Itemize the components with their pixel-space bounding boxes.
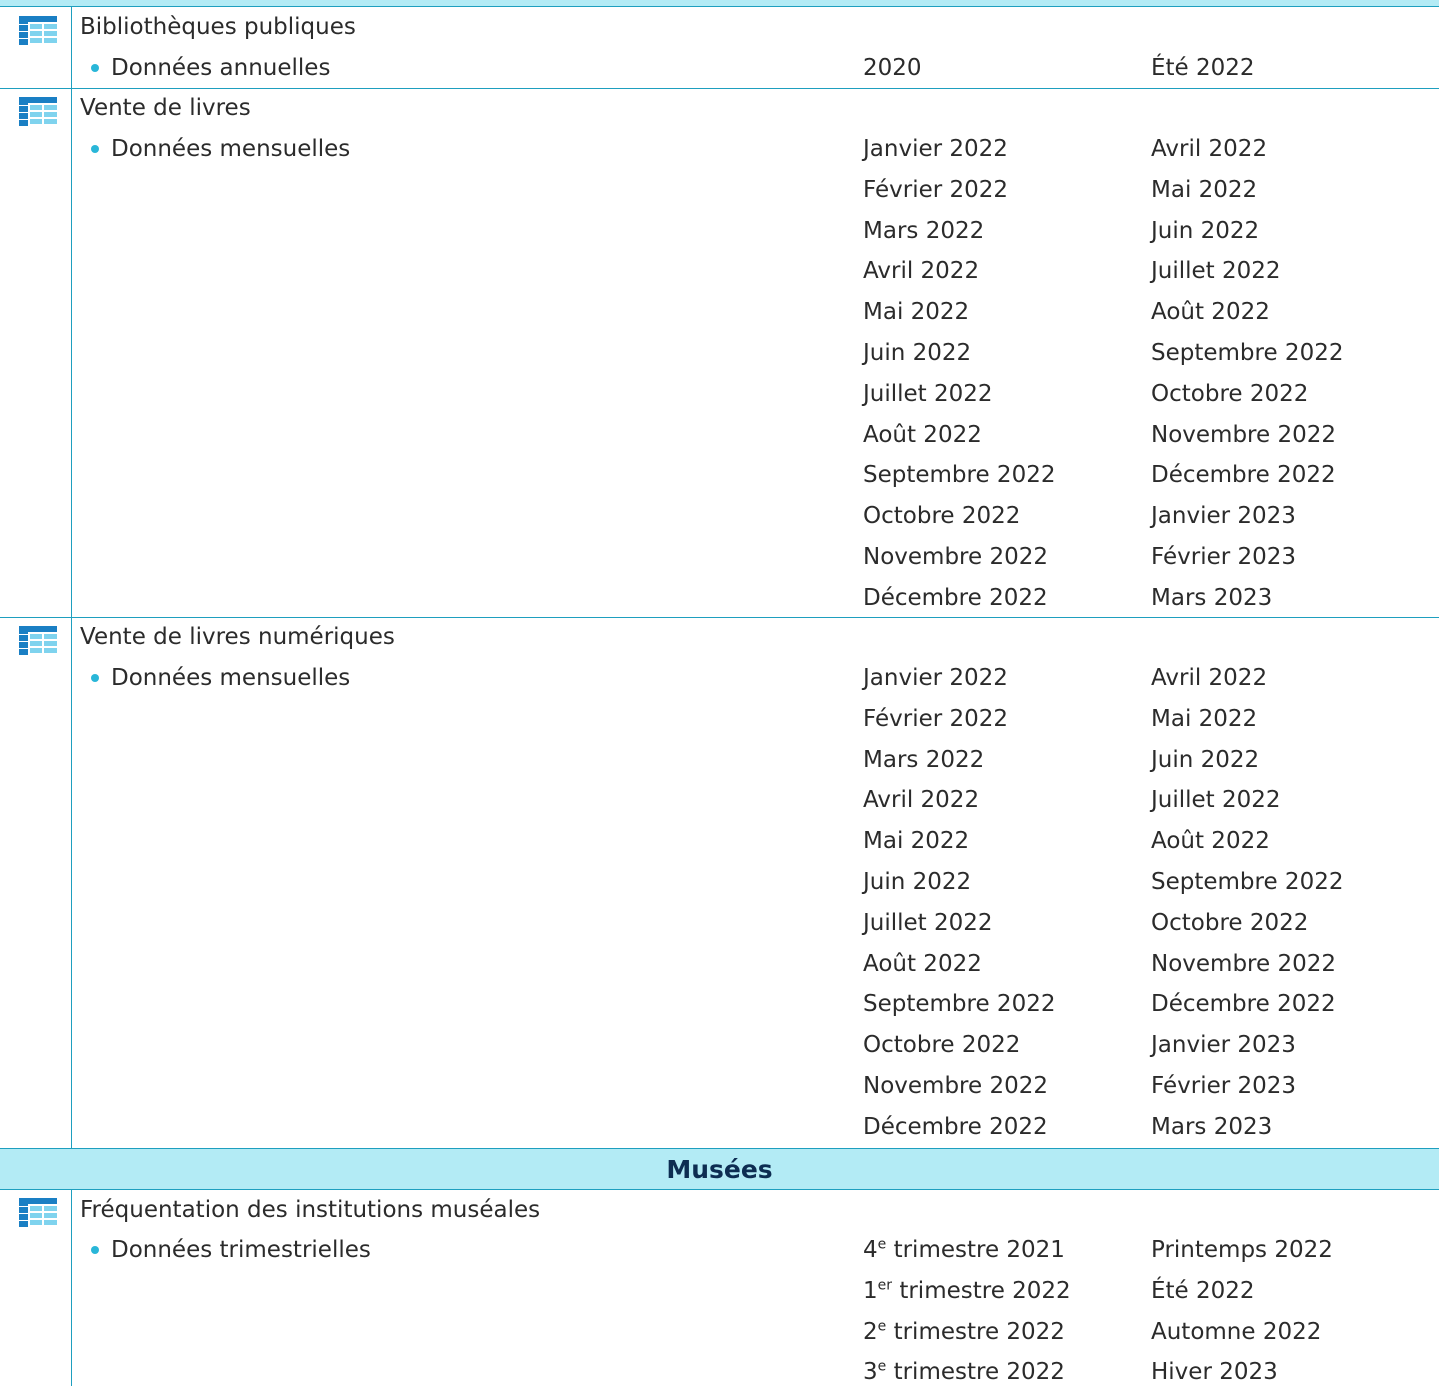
quarter-text: trimestre 2022	[892, 1277, 1071, 1304]
period-item: Mars 2023	[1151, 584, 1273, 611]
period-item: Septembre 2022	[863, 462, 1056, 489]
quarter-number: 4	[863, 1237, 878, 1263]
period-item: Juin 2022	[863, 340, 972, 366]
period-item: Avril 2022	[863, 258, 980, 285]
table-icon	[19, 97, 57, 126]
quarter-text: trimestre 2021	[886, 1237, 1065, 1263]
period-item: Juillet 2022	[1151, 258, 1281, 285]
period-item: Octobre 2022	[1151, 380, 1309, 407]
quarter-number: 2	[863, 1318, 878, 1345]
period-item: Décembre 2022	[863, 584, 1048, 611]
period-item: Août 2022	[863, 421, 982, 448]
period-item: Mai 2022	[863, 828, 970, 855]
period-item: Décembre 2022	[1151, 462, 1336, 489]
period-item: Septembre 2022	[1151, 340, 1344, 366]
period-item: Août 2022	[1151, 299, 1270, 326]
period-item: Février 2023	[1151, 544, 1297, 570]
period-item: Août 2022	[1151, 828, 1270, 855]
period-item: Septembre 2022	[863, 991, 1056, 1018]
period-item: Mai 2022	[1151, 176, 1258, 203]
period-item	[863, 1357, 1065, 1387]
period-item: Janvier 2023	[1151, 503, 1296, 530]
period-item: Mai 2022	[1151, 705, 1258, 732]
bullet	[91, 64, 99, 72]
period-item: Mai 2022	[863, 299, 970, 326]
period-item: Juin 2022	[1151, 746, 1260, 773]
period-item: Été 2022	[1151, 1277, 1255, 1304]
period-item: Juin 2022	[863, 869, 972, 895]
quarter-text: trimestre 2022	[886, 1318, 1065, 1345]
period-item	[863, 1276, 1071, 1306]
period-item	[863, 1317, 1065, 1347]
dataset-title: Vente de livres numériques	[80, 624, 395, 650]
divider	[0, 88, 1439, 89]
bullet	[91, 145, 99, 153]
period-item: Avril 2022	[1151, 665, 1268, 691]
period-item: Avril 2022	[863, 787, 980, 814]
dataset-title: Bibliothèques publiques	[80, 14, 356, 40]
period-item: Printemps 2022	[1151, 1237, 1333, 1263]
period-item: Novembre 2022	[1151, 421, 1336, 448]
ordinal-suffix: e	[877, 1317, 887, 1334]
quarter-number: 1	[863, 1277, 878, 1304]
period-item: Septembre 2022	[1151, 869, 1344, 895]
period-item: Février 2022	[863, 176, 1009, 203]
data-frequency-label: Données mensuelles	[111, 136, 351, 162]
period-item: Juillet 2022	[863, 909, 993, 936]
period-item: Avril 2022	[1151, 136, 1268, 162]
period-item: Juillet 2022	[863, 380, 993, 407]
dataset-title: Fréquentation des institutions muséales	[80, 1197, 541, 1223]
period-item: Février 2023	[1151, 1073, 1297, 1099]
bullet	[91, 674, 99, 682]
period-item: Décembre 2022	[863, 1113, 1048, 1140]
table-icon	[19, 16, 57, 45]
data-frequency-label: Données trimestrielles	[111, 1237, 371, 1263]
ordinal-suffix: e	[877, 1236, 887, 1253]
divider	[0, 617, 1439, 618]
period-item: Août 2022	[863, 950, 982, 977]
divider	[0, 1189, 1439, 1190]
release-period: Été 2022	[1151, 55, 1255, 81]
period-item: Juin 2022	[1151, 217, 1260, 244]
period-item: Octobre 2022	[1151, 909, 1309, 936]
period-item: Octobre 2022	[863, 1032, 1021, 1059]
period-item: Janvier 2023	[1151, 1032, 1296, 1059]
period-item: Février 2022	[863, 705, 1009, 732]
table-icon	[19, 1198, 57, 1227]
data-frequency-label: Données annuelles	[111, 55, 331, 81]
bullet	[91, 1246, 99, 1254]
quarter-number: 3	[863, 1359, 878, 1386]
reference-period: 2020	[863, 55, 922, 81]
period-item: Janvier 2022	[863, 665, 1008, 691]
period-item: Automne 2022	[1151, 1318, 1322, 1345]
period-item	[863, 1235, 1065, 1265]
period-item: Décembre 2022	[1151, 991, 1336, 1018]
data-frequency-label: Données mensuelles	[111, 665, 351, 691]
section-heading: Musées	[666, 1155, 773, 1184]
period-item: Octobre 2022	[863, 503, 1021, 530]
period-item: Mars 2022	[863, 746, 985, 773]
ordinal-suffix: e	[877, 1358, 887, 1375]
period-item: Juillet 2022	[1151, 787, 1281, 814]
period-item: Mars 2023	[1151, 1113, 1273, 1140]
ordinal-suffix: er	[877, 1277, 893, 1294]
dataset-title: Vente de livres	[80, 95, 251, 121]
period-item: Janvier 2022	[863, 136, 1008, 162]
period-item: Novembre 2022	[863, 544, 1048, 570]
quarter-text: trimestre 2022	[886, 1359, 1065, 1386]
period-item: Novembre 2022	[1151, 950, 1336, 977]
divider	[0, 6, 1439, 7]
period-item: Novembre 2022	[863, 1073, 1048, 1099]
period-item: Hiver 2023	[1151, 1359, 1278, 1386]
period-item: Mars 2022	[863, 217, 985, 244]
table-icon	[19, 626, 57, 655]
